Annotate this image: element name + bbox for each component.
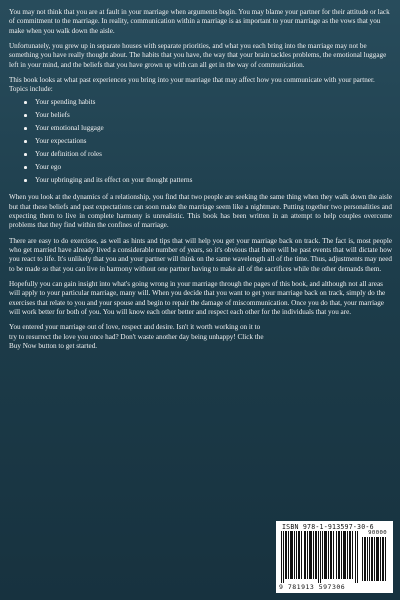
- barcode-bars: [281, 531, 361, 583]
- isbn-label: ISBN 978-1-913597-30-6: [282, 523, 374, 531]
- topic-item: Your spending habits: [24, 98, 392, 107]
- paragraph-intro: You may not think that you are at fault in your marriage when arguments begin. You may blame your partner for their attitude or lack of commitment to the marriage. In reality, communication within a marriage is as important to your marriage as the vows that you make when you walk down the aisle.: [9, 8, 390, 35]
- paragraph-topics-intro: This book looks at what past experiences you bring into your marriage that may affect how you communicate with your partner. Topics include:: [9, 76, 375, 94]
- topic-item: Your beliefs: [24, 111, 392, 120]
- topic-item: Your definition of roles: [24, 150, 392, 159]
- barcode-digits: 9 781913 597306: [279, 583, 346, 591]
- paragraph-closing: You entered your marriage out of love, respect and desire. Isn't it worth working on it to try to resurrect the love you once had? Don't waste another day being unhappy! Click the Buy Now button to get started.: [9, 323, 264, 351]
- isbn-barcode: [276, 521, 393, 593]
- paragraph-upbringing: Unfortunately, you grew up in separate houses with separate priorities, and what you each bring into the marriage may not be something you have really thought about. The habits that you have, the way that your brain tackles problems, the emotional luggage left in your mind, and the beliefs that you have grown up with can all get in the way of communication.: [9, 42, 387, 69]
- topic-item: Your upbringing and its effect on your thought patterns: [24, 176, 392, 185]
- price-code: 90000: [368, 530, 387, 536]
- topic-item: Your ego: [24, 163, 392, 172]
- blurb: [9, 8, 392, 357]
- topic-item: Your expectations: [24, 137, 392, 146]
- paragraph-insight: Hopefully you can gain insight into what's going wrong in your marriage through the pages of this book, and although not all areas will apply to your particular marriage, many will. When you decide that you want to get your marriage back on track, simply do the exercises that relate to you and your spouse and begin to repair the damage of miscommunication. Once you do that, your marriage will work better for both of you. You will know each other better and respect each other for the individuals that you are.: [9, 280, 386, 317]
- topic-item: Your emotional luggage: [24, 124, 392, 133]
- paragraph-dynamics: When you look at the dynamics of a relationship, you find that two people are seeking the same thing when they walk down the aisle but that these beliefs and past expectations can soon make the marriage seem like a nightmare. Putting together two personalities and expecting them to live in complete harmony is unrealistic. This book has been written in an attempt to help couples overcome problems that they find within the confines of marriage.: [9, 193, 392, 230]
- addon-bars: [362, 537, 388, 581]
- topics-list: [9, 98, 392, 186]
- paragraph-exercises: There are easy to do exercises, as well as hints and tips that will help you get your marriage back on track. The fact is, most people who get married have already lived a considerable number of years, so it's obvious that there will be past events that will dictate how you react to life. It's unlikely that you and your partner will think on the same wavelength all of the time. Thus, adjustments may need to be made so that you can live in harmony without one partner having to make all of the sacrifices while the other demands them.: [9, 236, 392, 273]
